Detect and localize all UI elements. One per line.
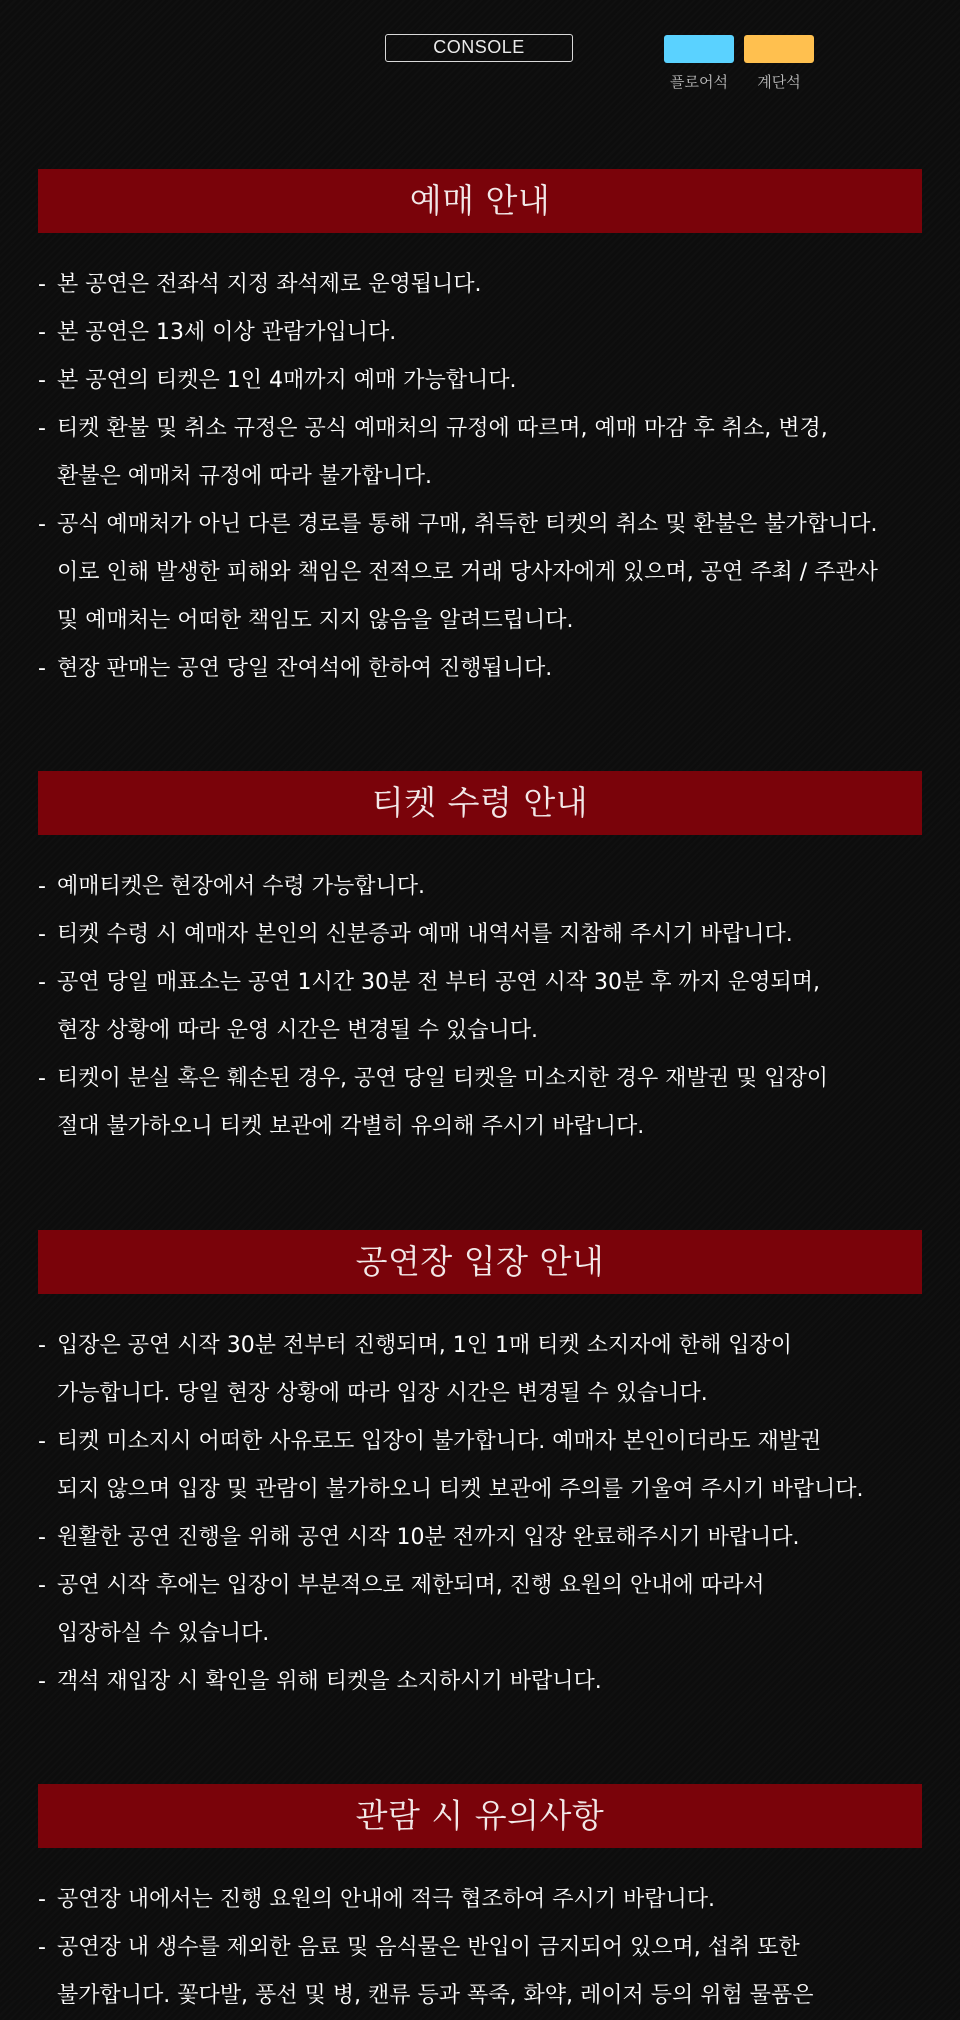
notice-item: - 본 공연의 티켓은 1인 4매까지 예매 가능합니다. bbox=[38, 368, 517, 393]
notice-item: - 객석 재입장 시 확인을 위해 티켓을 소지하시기 바랍니다. bbox=[38, 1669, 602, 1694]
notice-item: - 현장 판매는 공연 당일 잔여석에 한하여 진행됩니다. bbox=[38, 656, 553, 681]
legend-step-seat bbox=[744, 35, 814, 92]
notice-list bbox=[38, 1322, 922, 1706]
section-ticket-pickup bbox=[38, 771, 922, 1151]
step-seat-color-swatch bbox=[744, 35, 814, 63]
notice-item: - 공연 시작 후에는 입장이 부분적으로 제한되며, 진행 요원의 안내에 따라서 입장하실 수 있습니다. bbox=[38, 1573, 765, 1646]
notice-item: - 원활한 공연 진행을 위해 공연 시작 10분 전까지 입장 완료해주시기 바랍니다. bbox=[38, 1525, 800, 1550]
notice-item: - 공연장 내에서는 진행 요원의 안내에 적극 협조하여 주시기 바랍니다. bbox=[38, 1887, 715, 1912]
section-title: 관람 시 유의사항 bbox=[38, 1784, 922, 1848]
section-title: 예매 안내 bbox=[38, 169, 922, 233]
notice-item: - 예매티켓은 현장에서 수령 가능합니다. bbox=[38, 874, 426, 899]
console-label: CONSOLE bbox=[385, 34, 573, 62]
notice-item: - 티켓이 분실 혹은 훼손된 경우, 공연 당일 티켓을 미소지한 경우 재발권 및 입장이 절대 불가하오니 티켓 보관에 각별히 유의해 주시기 바랍니다. bbox=[38, 1066, 828, 1139]
notice-list bbox=[38, 1876, 922, 2020]
notice-item: - 공연장 내 생수를 제외한 음료 및 음식물은 반입이 금지되어 있으며, 섭취 또한 불가합니다. 꽃다발, 풍선 및 병, 캔류 등과 폭죽, 화약, 레이저 등의 위험 물품은 bbox=[38, 1935, 814, 2008]
notice-item: - 본 공연은 전좌석 지정 좌석제로 운영됩니다. bbox=[38, 272, 482, 297]
section-viewing-notes bbox=[38, 1784, 922, 2020]
section-ticketing-info bbox=[38, 169, 922, 693]
notice-item: - 본 공연은 13세 이상 관람가입니다. bbox=[38, 320, 397, 345]
notice-item: - 공식 예매처가 아닌 다른 경로를 통해 구매, 취득한 티켓의 취소 및 환불은 불가합니다. 이로 인해 발생한 피해와 책임은 전적으로 거래 당사자에게 있으며, 공연 주최 / 주관사 및 예매처는 어떠한 책임도 지지 않음을 알려드립니다. bbox=[38, 512, 878, 633]
legend-label-step: 계단석 bbox=[757, 73, 801, 91]
notice-list bbox=[38, 261, 922, 693]
notice-item: - 공연 당일 매표소는 공연 1시간 30분 전 부터 공연 시작 30분 후 까지 운영되며, 현장 상황에 따라 운영 시간은 변경될 수 있습니다. bbox=[38, 970, 820, 1043]
section-title: 티켓 수령 안내 bbox=[38, 771, 922, 835]
section-venue-entry bbox=[38, 1230, 922, 1706]
notice-item: - 티켓 수령 시 예매자 본인의 신분증과 예매 내역서를 지참해 주시기 바랍니다. bbox=[38, 922, 793, 947]
section-title: 공연장 입장 안내 bbox=[38, 1230, 922, 1294]
notice-item: - 티켓 환불 및 취소 규정은 공식 예매처의 규정에 따르며, 예매 마감 후 취소, 변경, 환불은 예매처 규정에 따라 불가합니다. bbox=[38, 416, 828, 489]
notice-item: - 입장은 공연 시작 30분 전부터 진행되며, 1인 1매 티켓 소지자에 한해 입장이 가능합니다. 당일 현장 상황에 따라 입장 시간은 변경될 수 있습니다. bbox=[38, 1333, 792, 1406]
notice-list bbox=[38, 863, 922, 1151]
legend-floor-seat bbox=[664, 35, 734, 92]
top-bar bbox=[0, 0, 960, 100]
floor-seat-color-swatch bbox=[664, 35, 734, 63]
notice-item: - 티켓 미소지시 어떠한 사유로도 입장이 불가합니다. 예매자 본인이더라도 재발권 되지 않으며 입장 및 관람이 불가하오니 티켓 보관에 주의를 기울여 주시기 바랍니다. bbox=[38, 1429, 864, 1502]
legend-label-floor: 플로어석 bbox=[670, 73, 728, 91]
